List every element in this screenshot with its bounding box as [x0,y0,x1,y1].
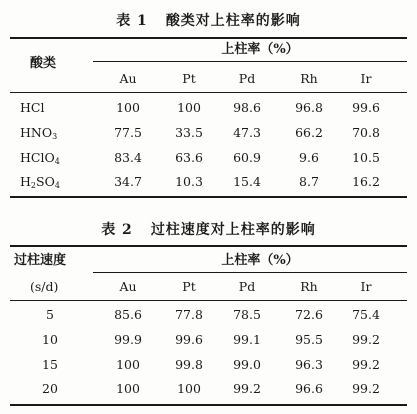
table2-row-label: 20 [42,381,58,396]
table1-cell: 100 [177,100,201,115]
table2-cell: 85.6 [114,307,142,322]
table1-cell: 9.6 [299,150,319,165]
table1-cell: 100 [116,100,140,115]
table2-row-label: 15 [42,357,58,372]
table1-cell: 63.6 [175,150,203,165]
table1-cell: 33.5 [175,125,203,140]
table1-cell: 15.4 [233,174,261,189]
table1-top-rule [10,37,407,39]
table2-cell: 99.8 [175,357,203,372]
table1-bottom-rule [10,196,407,198]
table2-cell: 100 [116,381,140,396]
table2-cell: 72.6 [295,307,323,322]
table2-row-label: 5 [46,307,54,322]
table2-col-au: Au [119,279,137,294]
table1-caption [0,10,417,30]
table2-cell: 77.8 [175,307,203,322]
table1-caption-text: 酸类对上柱率的影响 [165,13,301,29]
table1-caption-number: 表 1 [116,13,148,29]
table1-cell: 96.8 [295,100,323,115]
table1-row-label: HClO$_4$ [20,150,60,166]
table1-header-rule [10,92,407,93]
table1-row-label: $HNO_3$ [20,125,58,141]
table2-caption [0,219,417,239]
table1-cell: 34.7 [114,174,142,189]
table1-col-au: Au [119,71,137,86]
table2-top-rule [10,245,407,247]
table2-caption-number: 表 2 [101,222,133,238]
table1-cell: 98.6 [233,100,261,115]
table1-col-rh: Rh [300,71,318,86]
table1-cell: 10.3 [175,174,203,189]
table2-header-rule [10,300,407,301]
table2-cell: 95.5 [295,332,323,347]
table2-cell: 100 [116,357,140,372]
table2-col-ir: Ir [360,279,372,294]
table1-cell: 83.4 [114,150,142,165]
table2-group-header: 上柱率（%） [221,253,299,268]
table1-cell: 77.5 [114,125,142,140]
table2-cell: 99.6 [175,332,203,347]
table2-col-pt: Pt [182,279,196,294]
table1-cell: 66.2 [295,125,323,140]
table1-cell: 99.6 [352,100,380,115]
table2-cell: 96.6 [295,381,323,396]
table1-col-pt: Pt [182,71,196,86]
table2-group-rule [93,272,407,273]
table2-cell: 99.2 [352,357,380,372]
table1-cell: 8.7 [299,174,319,189]
table2-cell: 96.3 [295,357,323,372]
table2-cell: 99.2 [352,332,380,347]
table2-cell: 99.0 [233,357,261,372]
table2-cell: 75.4 [352,307,380,322]
table1-col-ir: Ir [360,71,372,86]
table1-cell: 16.2 [352,174,380,189]
table2-cell: 100 [177,381,201,396]
table2-caption-text: 过柱速度对上柱率的影响 [150,222,316,238]
table1-row-label: $H_2SO_4$ [20,174,60,190]
table2-bottom-rule [10,404,407,406]
table1-cell: 47.3 [233,125,261,140]
table2-col-rh: Rh [300,279,318,294]
table1-row-header: 酸类 [30,56,57,71]
table1-row-label: HCl [20,100,45,115]
table2-row-header-unit: (s/d) [30,279,59,294]
table2-row-header: 过柱速度 [14,253,67,268]
table1-cell: 60.9 [233,150,261,165]
table1-group-header: 上柱率（%） [221,42,299,57]
table1-col-pd: Pd [238,71,256,86]
table2-cell: 99.2 [233,381,261,396]
table1-group-rule [93,61,407,62]
table2-cell: 99.1 [233,332,261,347]
table1-cell: 10.5 [352,150,380,165]
table2-cell: 99.9 [114,332,142,347]
table2-col-pd: Pd [238,279,256,294]
table2-cell: 78.5 [233,307,261,322]
table1-cell: 70.8 [352,125,380,140]
table2-cell: 99.2 [352,381,380,396]
table2-row-label: 10 [42,332,58,347]
